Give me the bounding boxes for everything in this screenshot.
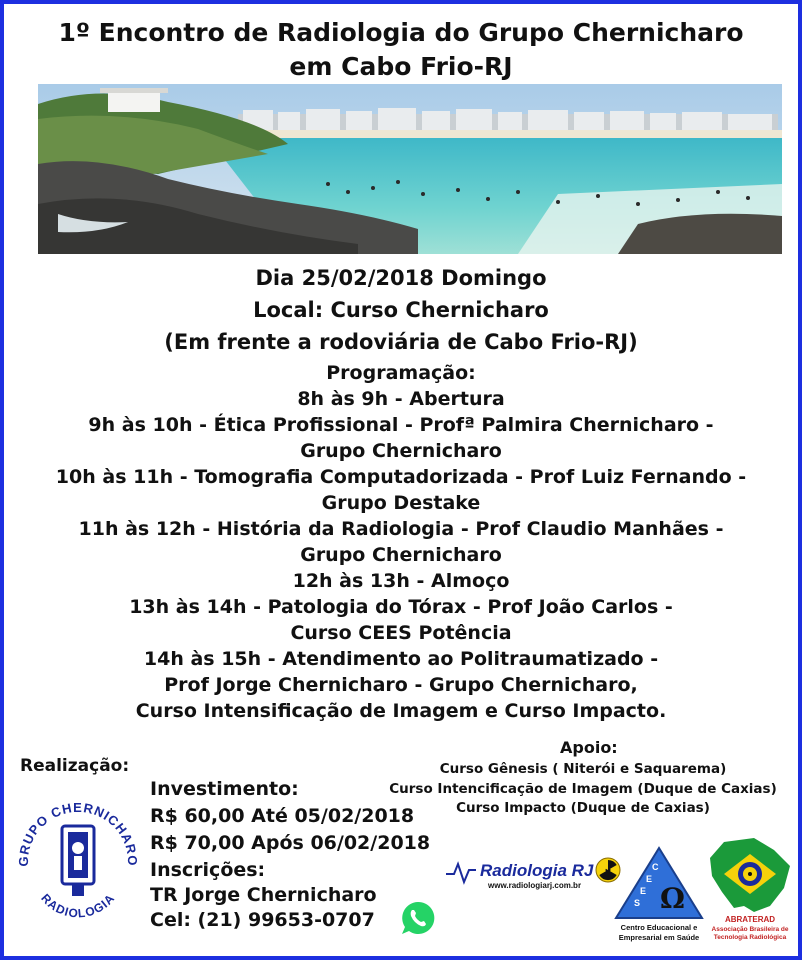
- program-line: Curso Intensificação de Imagem e Curso Impacto.: [135, 700, 667, 722]
- whatsapp-icon: [400, 900, 436, 936]
- program-heading: Programação:: [326, 362, 476, 384]
- cees-caption-line-1: Centro Educacional e: [620, 923, 698, 932]
- cees-letter: E: [646, 874, 653, 884]
- logo-top-text: GRUPO CHERNICHARO: [15, 799, 141, 867]
- abraterad-logo: [704, 836, 796, 952]
- program-line: Prof Jorge Chernicharo - Grupo Chernicharo,: [164, 674, 638, 696]
- program-line: Grupo Chernicharo: [300, 440, 502, 462]
- investment-heading: Investimento:: [150, 778, 299, 800]
- event-title-line-1: 1º Encontro de Radiologia do Grupo Chernicharo: [58, 18, 744, 47]
- program-line: 12h às 13h - Almoço: [292, 570, 510, 592]
- apoio-line: Curso Intencificação de Imagem (Duque de Caxias): [389, 781, 777, 797]
- program-line: Grupo Destake: [321, 492, 481, 514]
- event-location: Local: Curso Chernicharo: [253, 298, 549, 322]
- program-line: 11h às 12h - História da Radiologia - Prof Claudio Manhães -: [78, 518, 724, 540]
- program-line: 8h às 9h - Abertura: [297, 388, 505, 410]
- cees-letter: S: [634, 898, 641, 908]
- program-line: Grupo Chernicharo: [300, 544, 502, 566]
- radiologia-rj-logo: [444, 852, 624, 892]
- cees-letter: C: [652, 862, 659, 872]
- apoio-line: Curso Impacto (Duque de Caxias): [456, 800, 710, 816]
- event-location-detail: (Em frente a rodoviária de Cabo Frio-RJ): [164, 330, 638, 354]
- registration-label: Inscrições:: [150, 859, 266, 881]
- omega-symbol: Ω: [660, 882, 685, 915]
- radiologia-rj-url: www.radiologiarj.com.br: [488, 881, 582, 890]
- contact-phone: Cel: (21) 99653-0707: [150, 909, 375, 931]
- abraterad-name: ABRATERAD: [724, 915, 776, 924]
- program-line: 13h às 14h - Patologia do Tórax - Prof João Carlos -: [129, 596, 673, 618]
- apoio-heading: Apoio:: [560, 738, 618, 757]
- abraterad-caption-line-1: Associação Brasileira de: [711, 926, 789, 933]
- logo-bottom-text: RADIOLOGIA: [38, 891, 118, 921]
- xray-tube-icon: [62, 826, 94, 896]
- cees-logo: [610, 844, 708, 956]
- apoio-line: Curso Gênesis ( Niterói e Saquarema): [439, 761, 727, 777]
- program-line: 14h às 15h - Atendimento ao Politraumatizado -: [143, 648, 659, 670]
- grupo-chernicharo-logo: [12, 784, 144, 934]
- program-line: Curso CEES Potência: [290, 622, 512, 644]
- realizacao-label: Realização:: [20, 756, 130, 776]
- abraterad-caption-line-2: Tecnologia Radiológica: [713, 934, 787, 941]
- event-title-line-2: em Cabo Frio-RJ: [289, 52, 513, 81]
- event-date: Dia 25/02/2018 Domingo: [255, 266, 547, 290]
- beach-photo: [38, 84, 782, 254]
- contact-name: TR Jorge Chernicharo: [150, 884, 377, 906]
- program-line: 10h às 11h - Tomografia Computadorizada - Prof Luiz Fernando -: [55, 466, 747, 488]
- program-line: 9h às 10h - Ética Profissional - Profª Palmira Chernicharo -: [88, 414, 714, 436]
- price-early: R$ 60,00 Até 05/02/2018: [150, 805, 415, 827]
- cees-letter: E: [640, 886, 647, 896]
- price-late: R$ 70,00 Após 06/02/2018: [150, 832, 431, 854]
- cees-caption-line-2: Empresarial em Saúde: [618, 933, 700, 942]
- radiologia-rj-name: Radiologia RJ: [480, 861, 594, 880]
